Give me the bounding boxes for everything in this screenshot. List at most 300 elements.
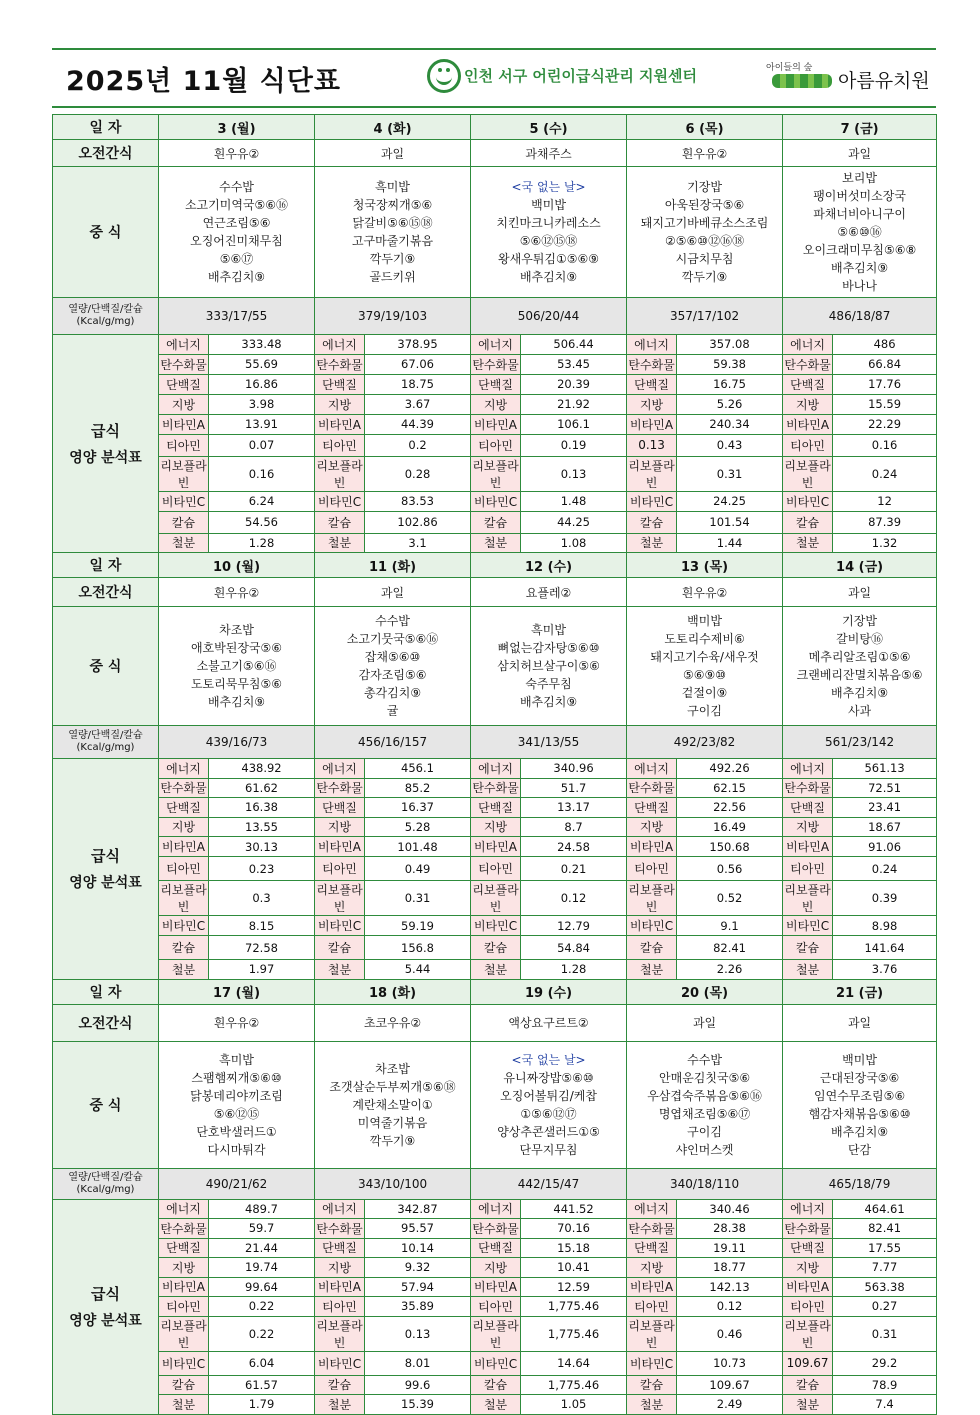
- menu-item: 왕새우튀김①⑤⑥⑨: [498, 252, 600, 266]
- nutrient-name: 칼슘: [471, 936, 521, 960]
- analysis-label-2: 영양 분석표: [69, 1313, 142, 1329]
- nutrient-value: 8.01: [365, 1351, 471, 1375]
- menu-cell: [627, 1041, 783, 1168]
- menu-item: 안매운김칫국⑤⑥: [659, 1070, 751, 1085]
- nutrient-value: 18.77: [677, 1258, 783, 1278]
- kcal-value: 442/15/47: [471, 1168, 627, 1199]
- menu-item: 유니짜장밥⑤⑥⑩: [503, 1070, 594, 1085]
- menu-item: 귤: [386, 704, 399, 718]
- nutrient-value: 87.39: [833, 511, 937, 533]
- nutrient-value: 101.54: [677, 511, 783, 533]
- menu-item: 애호박된장국⑤⑥: [190, 641, 283, 655]
- nutrient-value: 0.23: [209, 857, 315, 881]
- nutrient-name: 지방: [627, 817, 677, 837]
- nutrient-value: 16.75: [677, 374, 783, 394]
- day-date: 5 (수): [471, 115, 627, 140]
- menu-item: 사과: [847, 704, 872, 718]
- kcal-value: 486/18/87: [783, 298, 937, 335]
- nutrient-name: 에너지: [315, 1199, 365, 1219]
- nutrient-value: 0.31: [677, 456, 783, 491]
- nutrient-name: 탄수화물: [627, 778, 677, 798]
- nutrient-name: 철분: [471, 533, 521, 553]
- nutrient-name: 비타민C: [627, 1351, 677, 1375]
- menu-item: 오징어진미채무침: [190, 234, 283, 248]
- nutrient-value: 6.04: [209, 1351, 315, 1375]
- analysis-label-2: 영양 분석표: [69, 450, 142, 466]
- snack-cell: 흰우유②: [159, 578, 315, 607]
- nutrient-name: 비타민A: [627, 837, 677, 857]
- nutrient-name: 칼슘: [471, 1375, 521, 1395]
- nutrient-name: 비타민A: [783, 837, 833, 857]
- menu-item: 배추김치⑨: [207, 695, 266, 709]
- nutrient-value: 29.2: [833, 1351, 937, 1375]
- nutrient-value: 12.79: [521, 916, 627, 936]
- nutrient-value: 3.98: [209, 394, 315, 414]
- nutrient-name: 탄수화물: [471, 778, 521, 798]
- nutrient-name: 철분: [627, 1395, 677, 1415]
- day-date: 21 (금): [783, 979, 937, 1004]
- menu-item: 메추리알조림①⑤⑥: [808, 650, 911, 664]
- menu-cell: [315, 1041, 471, 1168]
- nutrient-name: 지방: [159, 817, 209, 837]
- nutrient-name: 비타민C: [783, 916, 833, 936]
- nutrient-name: 비타민C: [315, 491, 365, 511]
- nutrient-value: 156.8: [365, 936, 471, 960]
- menu-item: 배추김치⑨: [519, 270, 578, 284]
- nutrient-value: 1.08: [521, 533, 627, 553]
- nutrient-value: 18.67: [833, 817, 937, 837]
- nutrient-value: 340.46: [677, 1199, 783, 1219]
- nutrient-value: 53.45: [521, 354, 627, 374]
- nutrient-value: 17.76: [833, 374, 937, 394]
- nutrient-value: 3.1: [365, 533, 471, 553]
- nutrient-value: 16.49: [677, 817, 783, 837]
- analysis-label-1: 급식: [91, 1285, 120, 1303]
- page-header: [52, 48, 936, 108]
- menu-item: 겉절이⑨: [681, 686, 728, 700]
- snack-cell: 액상요구르트②: [471, 1004, 627, 1041]
- nutrient-value: 441.52: [521, 1199, 627, 1219]
- nutrient-value: 82.41: [833, 1219, 937, 1239]
- nutrient-name: 0.13: [627, 434, 677, 456]
- menu-item: 흑미밥: [219, 1052, 254, 1067]
- menu-item: 치킨마크니카레소스: [496, 216, 601, 230]
- nutrient-name: 에너지: [627, 759, 677, 779]
- nutrient-name: 칼슘: [159, 511, 209, 533]
- snack-label: 오전간식: [53, 578, 159, 607]
- nutrient-name: 철분: [627, 533, 677, 553]
- nutrient-name: 지방: [315, 394, 365, 414]
- nutrient-value: 0.12: [677, 1297, 783, 1317]
- menu-item: 뼈없는감자탕⑤⑥⑩: [497, 641, 600, 655]
- nutrient-name: 탄수화물: [471, 354, 521, 374]
- nutrient-name: 티아민: [783, 434, 833, 456]
- nutrient-value: 70.16: [521, 1219, 627, 1239]
- nutrient-value: 82.41: [677, 936, 783, 960]
- menu-item: ②⑤⑥⑩⑫⑯⑱: [665, 234, 745, 248]
- menu-item: 배추김치⑨: [831, 261, 889, 275]
- menu-item: 시금치무침: [675, 252, 734, 266]
- nutrient-value: 95.57: [365, 1219, 471, 1239]
- nutrient-value: 10.73: [677, 1351, 783, 1375]
- snack-cell: 흰우유②: [627, 578, 783, 607]
- kcal-value: 506/20/44: [471, 298, 627, 335]
- menu-item: <국 없는 날>: [511, 180, 586, 194]
- date-label: 일 자: [53, 553, 159, 578]
- nutrient-name: 탄수화물: [471, 1219, 521, 1239]
- nutrient-name: 칼슘: [315, 936, 365, 960]
- nutrient-name: 철분: [315, 1395, 365, 1415]
- nutrient-name: 리보플라빈: [315, 1316, 365, 1351]
- day-date: 11 (화): [315, 553, 471, 578]
- nutrient-name: 비타민A: [471, 837, 521, 857]
- nutrient-value: 5.44: [365, 960, 471, 980]
- nutrient-value: 10.14: [365, 1238, 471, 1258]
- nutrient-value: 102.86: [365, 511, 471, 533]
- menu-item: 다시마튀각: [207, 1142, 266, 1157]
- nutrient-name: 비타민C: [783, 491, 833, 511]
- nutrient-name: 비타민C: [159, 1351, 209, 1375]
- nutrient-name: 철분: [627, 960, 677, 980]
- nutrient-name: 단백질: [315, 798, 365, 818]
- nutrient-value: 15.39: [365, 1395, 471, 1415]
- nutrient-name: 에너지: [471, 335, 521, 355]
- nutrient-name: 철분: [783, 960, 833, 980]
- nutrient-name: 티아민: [315, 1297, 365, 1317]
- nutrient-value: 438.92: [209, 759, 315, 779]
- kcal-value: 340/18/110: [627, 1168, 783, 1199]
- menu-cell: [159, 1041, 315, 1168]
- nutrient-name: 리보플라빈: [315, 456, 365, 491]
- nutrient-name: 티아민: [159, 857, 209, 881]
- menu-item: 바나나: [842, 279, 877, 293]
- menu-item: 팽이버섯미소장국: [813, 189, 906, 203]
- nutrient-value: 357.08: [677, 335, 783, 355]
- menu-item: 스팸햄찌개⑤⑥⑩: [191, 1070, 282, 1085]
- nutrient-name: 철분: [783, 533, 833, 553]
- nutrient-name: 칼슘: [159, 936, 209, 960]
- nutrient-value: 240.34: [677, 414, 783, 434]
- nutrient-name: 지방: [471, 394, 521, 414]
- menu-cell: [471, 167, 627, 298]
- nutrient-value: 2.26: [677, 960, 783, 980]
- menu-item: 골드키위: [369, 270, 416, 284]
- nutrient-name: 지방: [159, 394, 209, 414]
- nutrient-value: 1.97: [209, 960, 315, 980]
- nutrient-value: 0.31: [365, 881, 471, 916]
- analysis-label-1: 급식: [91, 847, 120, 866]
- nutrient-value: 83.53: [365, 491, 471, 511]
- nutrient-value: 340.96: [521, 759, 627, 779]
- nutrient-name: 단백질: [783, 1238, 833, 1258]
- date-label: 일 자: [53, 979, 159, 1004]
- menu-item: 단무지무침: [519, 1142, 578, 1157]
- nutrient-name: 비타민A: [315, 837, 365, 857]
- menu-cell: [471, 1041, 627, 1168]
- nutrient-value: 1.44: [677, 533, 783, 553]
- day-date: 20 (목): [627, 979, 783, 1004]
- nutrient-value: 142.13: [677, 1277, 783, 1297]
- kcal-value: 492/23/82: [627, 726, 783, 759]
- nutrient-name: 단백질: [627, 798, 677, 818]
- menu-item: 갈비탕⑯: [836, 632, 883, 646]
- nutrient-name: 지방: [315, 1258, 365, 1278]
- nutrient-value: 0.52: [677, 881, 783, 916]
- kcal-value: 357/17/102: [627, 298, 783, 335]
- nutrient-name: 지방: [471, 1258, 521, 1278]
- snack-cell: 과일: [783, 140, 937, 167]
- nutrient-value: 0.3: [209, 881, 315, 916]
- nutrient-name: 철분: [471, 960, 521, 980]
- menu-cell: [315, 607, 471, 726]
- menu-item: 수수밥: [687, 1052, 722, 1067]
- nutrient-name: 리보플라빈: [627, 881, 677, 916]
- menu-item: ①⑤⑥⑫⑰: [520, 1106, 577, 1121]
- snack-cell: 과일: [627, 1004, 783, 1041]
- menu-item: 닭봉데리야끼조림: [190, 1088, 283, 1103]
- snack-cell: 과일: [783, 1004, 937, 1041]
- nutrient-value: 78.9: [833, 1375, 937, 1395]
- nutrient-value: 0.22: [209, 1316, 315, 1351]
- analysis-label-2: 영양 분석표: [69, 875, 142, 892]
- nutrient-value: 1,775.46: [521, 1316, 627, 1351]
- menu-item: 기장밥: [842, 614, 877, 628]
- nutrient-value: 24.58: [521, 837, 627, 857]
- nutrient-value: 0.13: [521, 456, 627, 491]
- snack-cell: 흰우유②: [159, 140, 315, 167]
- nutrient-value: 333.48: [209, 335, 315, 355]
- nutrient-name: 에너지: [471, 759, 521, 779]
- kcal-value: 439/16/73: [159, 726, 315, 759]
- menu-item: 수수밥: [219, 180, 254, 194]
- nutrient-value: 7.4: [833, 1395, 937, 1415]
- nutrient-name: 비타민C: [159, 916, 209, 936]
- nutrient-value: 15.18: [521, 1238, 627, 1258]
- nutrient-name: 지방: [783, 394, 833, 414]
- day-date: 4 (화): [315, 115, 471, 140]
- nutrient-value: 72.58: [209, 936, 315, 960]
- nutrient-value: 5.26: [677, 394, 783, 414]
- snack-cell: 과일: [315, 578, 471, 607]
- nutrient-value: 28.38: [677, 1219, 783, 1239]
- menu-item: 차조밥: [219, 623, 254, 637]
- nutrient-name: 에너지: [783, 335, 833, 355]
- nutrient-value: 3.67: [365, 394, 471, 414]
- nutrient-value: 0.12: [521, 881, 627, 916]
- nutrient-name: 에너지: [159, 1199, 209, 1219]
- nutrient-value: 12.59: [521, 1277, 627, 1297]
- nutrition-analysis-label: [53, 1199, 159, 1414]
- menu-item: 미역줄기볶음: [357, 1115, 428, 1130]
- menu-item: 소불고기⑤⑥⑯: [196, 659, 277, 673]
- nutrient-name: 리보플라빈: [783, 1316, 833, 1351]
- nutrient-name: 단백질: [783, 374, 833, 394]
- menu-item: 소고기뭇국⑤⑥⑯: [346, 632, 439, 646]
- nutrient-value: 10.41: [521, 1258, 627, 1278]
- nutrient-value: 1,775.46: [521, 1375, 627, 1395]
- nutrient-name: 지방: [315, 817, 365, 837]
- day-date: 3 (월): [159, 115, 315, 140]
- nutrient-value: 61.62: [209, 778, 315, 798]
- nutrient-value: 0.24: [833, 456, 937, 491]
- nutrient-value: 16.86: [209, 374, 315, 394]
- nutrient-name: 단백질: [471, 1238, 521, 1258]
- nutrient-name: 티아민: [627, 857, 677, 881]
- nutrient-value: 22.29: [833, 414, 937, 434]
- nutrition-analysis-label: [53, 759, 159, 980]
- menu-cell: [159, 607, 315, 726]
- nutrient-name: 칼슘: [627, 1375, 677, 1395]
- menu-item: 단감: [847, 1142, 872, 1157]
- nutrient-value: 85.2: [365, 778, 471, 798]
- school-name: 아름유치원: [838, 70, 930, 92]
- nutrient-name: 에너지: [471, 1199, 521, 1219]
- meal-plan-table: [52, 114, 937, 1415]
- day-date: 17 (월): [159, 979, 315, 1004]
- nutrient-value: 1,775.46: [521, 1297, 627, 1317]
- nutrient-name: 칼슘: [315, 511, 365, 533]
- nutrient-name: 리보플라빈: [471, 1316, 521, 1351]
- nutrient-value: 141.64: [833, 936, 937, 960]
- menu-item: 구이김: [687, 704, 722, 718]
- day-date: 10 (월): [159, 553, 315, 578]
- nutrient-name: 티아민: [159, 1297, 209, 1317]
- main-meal-label: 중 식: [53, 607, 159, 726]
- snack-cell: 요플레②: [471, 578, 627, 607]
- day-date: 13 (목): [627, 553, 783, 578]
- nutrient-value: 3.76: [833, 960, 937, 980]
- snack-cell: 과채주스: [471, 140, 627, 167]
- menu-item: 깍두기⑨: [369, 252, 416, 266]
- menu-item: 도토리수제비⑥: [664, 632, 745, 646]
- nutrient-value: 561.13: [833, 759, 937, 779]
- nutrient-name: 단백질: [627, 1238, 677, 1258]
- nutrient-name: 칼슘: [783, 511, 833, 533]
- snack-cell: 흰우유②: [159, 1004, 315, 1041]
- nutrient-value: 492.26: [677, 759, 783, 779]
- nutrient-value: 21.92: [521, 394, 627, 414]
- nutrient-name: 칼슘: [315, 1375, 365, 1395]
- menu-item: 감자조림⑤⑥: [358, 668, 427, 682]
- nutrient-value: 1.05: [521, 1395, 627, 1415]
- day-date: 19 (수): [471, 979, 627, 1004]
- nutrient-value: 13.17: [521, 798, 627, 818]
- nutrient-name: 철분: [159, 1395, 209, 1415]
- menu-item: 깍두기⑨: [369, 1133, 416, 1148]
- menu-item: 흑미밥: [531, 623, 566, 637]
- nutrient-value: 150.68: [677, 837, 783, 857]
- nutrient-name: 단백질: [159, 798, 209, 818]
- menu-item: 숙주무침: [525, 677, 572, 691]
- nutrient-value: 99.6: [365, 1375, 471, 1395]
- nutrient-value: 59.19: [365, 916, 471, 936]
- nutrient-value: 506.44: [521, 335, 627, 355]
- nutrient-name: 에너지: [627, 335, 677, 355]
- nutrient-name: 지방: [783, 1258, 833, 1278]
- nutrient-name: 철분: [159, 960, 209, 980]
- meal-plan-body: [53, 115, 937, 1415]
- nutrient-name: 티아민: [471, 1297, 521, 1317]
- nutrient-name: 탄수화물: [783, 354, 833, 374]
- menu-item: 수수밥: [375, 614, 410, 628]
- nutrient-value: 54.84: [521, 936, 627, 960]
- snack-cell: 초코우유②: [315, 1004, 471, 1041]
- nutrient-value: 0.16: [833, 434, 937, 456]
- nutrient-value: 20.39: [521, 374, 627, 394]
- nutrient-name: 탄수화물: [159, 354, 209, 374]
- nutrient-name: 탄수화물: [315, 354, 365, 374]
- nutrient-name: 티아민: [783, 1297, 833, 1317]
- nutrient-value: 0.39: [833, 881, 937, 916]
- nutrient-name: 비타민C: [471, 916, 521, 936]
- nutrient-value: 22.56: [677, 798, 783, 818]
- nutrient-value: 23.41: [833, 798, 937, 818]
- menu-item: 샤인머스켓: [675, 1142, 734, 1157]
- menu-item: 소고기미역국⑤⑥⑯: [184, 198, 289, 212]
- menu-item: 근대된장국⑤⑥: [819, 1070, 900, 1085]
- nutrient-value: 464.61: [833, 1199, 937, 1219]
- nutrient-name: 비타민A: [315, 414, 365, 434]
- nutrient-value: 16.38: [209, 798, 315, 818]
- menu-item: ⑤⑥⑨⑩: [683, 668, 727, 682]
- nutrient-value: 55.69: [209, 354, 315, 374]
- menu-item: 백미밥: [531, 198, 566, 212]
- menu-cell: [783, 167, 937, 298]
- menu-item: 차조밥: [375, 1061, 410, 1076]
- kcal-value: 490/21/62: [159, 1168, 315, 1199]
- nutrient-name: 칼슘: [159, 1375, 209, 1395]
- kcal-label: 열량/단백질/칼슘 (Kcal/g/mg): [53, 298, 159, 335]
- menu-item: 계란채소말이①: [352, 1097, 433, 1112]
- nutrient-value: 12: [833, 491, 937, 511]
- nutrient-name: 비타민C: [627, 491, 677, 511]
- menu-item: ⑤⑥⑰: [219, 252, 254, 266]
- nutrient-value: 0.46: [677, 1316, 783, 1351]
- menu-item: 오징어볼튀김/케찹: [500, 1088, 597, 1103]
- nutrient-value: 19.74: [209, 1258, 315, 1278]
- nutrient-value: 0.28: [365, 456, 471, 491]
- nutrient-name: 비타민A: [783, 414, 833, 434]
- nutrient-name: 리보플라빈: [159, 881, 209, 916]
- nutrient-name: 탄수화물: [159, 778, 209, 798]
- nutrient-name: 리보플라빈: [315, 881, 365, 916]
- nutrient-value: 62.15: [677, 778, 783, 798]
- nutrient-value: 6.24: [209, 491, 315, 511]
- menu-item: 고구마줄기볶음: [351, 234, 434, 248]
- nutrient-name: 칼슘: [471, 511, 521, 533]
- nutrient-name: 탄수화물: [627, 354, 677, 374]
- nutrient-name: 비타민C: [471, 1351, 521, 1375]
- nutrient-name: 탄수화물: [159, 1219, 209, 1239]
- nutrient-name: 리보플라빈: [783, 881, 833, 916]
- nutrient-value: 13.91: [209, 414, 315, 434]
- menu-item: ⑤⑥⑫⑮: [213, 1106, 260, 1121]
- menu-cell: [783, 1041, 937, 1168]
- nutrient-value: 1.32: [833, 533, 937, 553]
- nutrition-analysis-label: [53, 335, 159, 553]
- nutrient-name: 비타민C: [315, 916, 365, 936]
- nutrient-name: 단백질: [471, 798, 521, 818]
- nutrient-name: 칼슘: [627, 511, 677, 533]
- nutrient-name: 티아민: [471, 857, 521, 881]
- nutrient-name: 단백질: [159, 1238, 209, 1258]
- date-label: 일 자: [53, 115, 159, 140]
- menu-item: 총각김치⑨: [363, 686, 422, 700]
- center-name: 인천 서구 어린이급식관리 지원센터: [464, 67, 698, 85]
- page-title: 2025년 11월 식단표: [66, 66, 341, 97]
- nutrient-value: 61.57: [209, 1375, 315, 1395]
- nutrient-name: 리보플라빈: [159, 456, 209, 491]
